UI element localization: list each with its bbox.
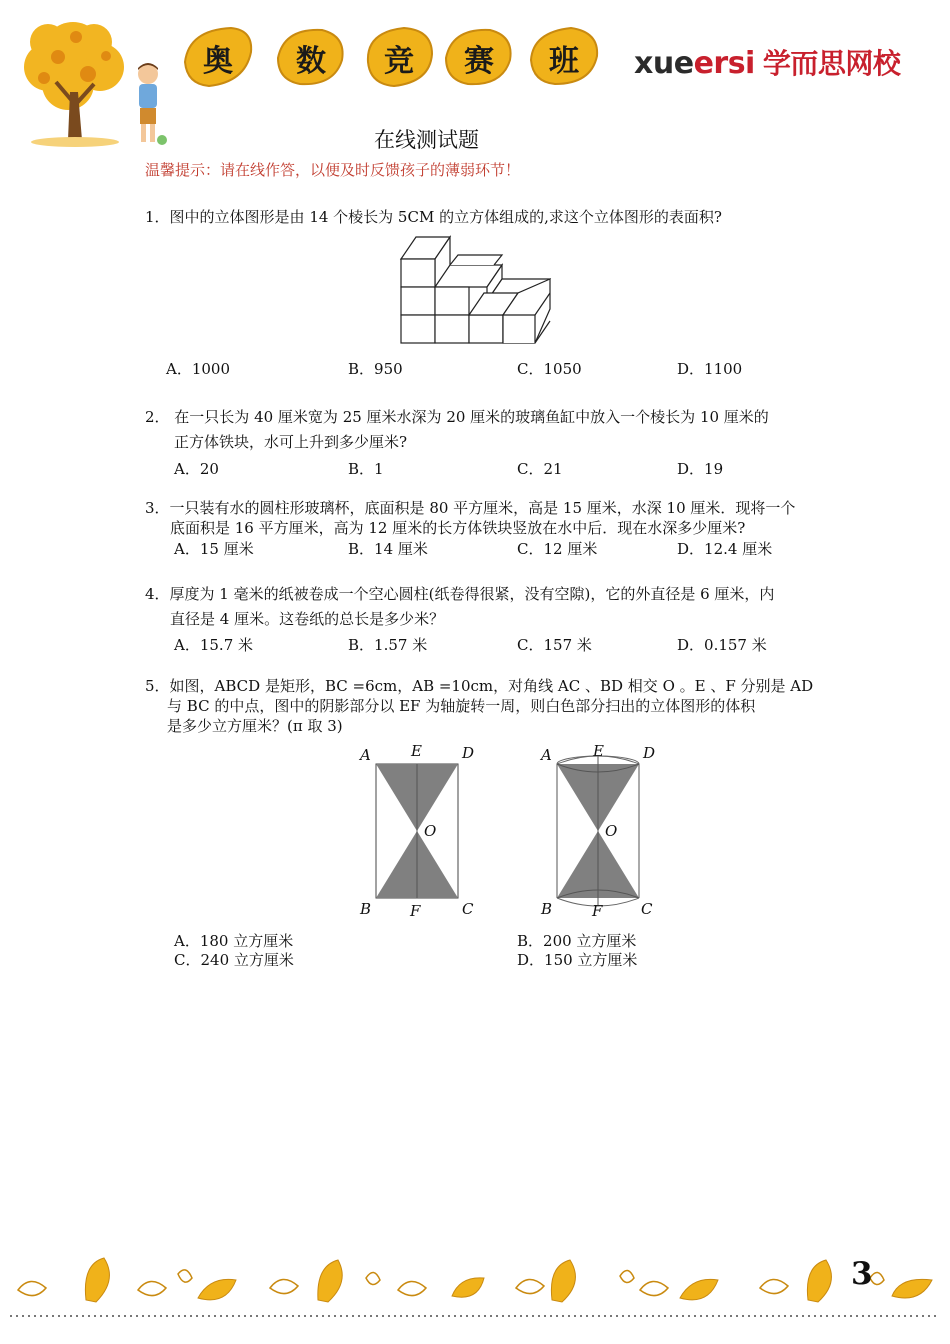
question-1-option-c[interactable]: C．1050 bbox=[517, 360, 582, 378]
question-3-line-1: 3．一只装有水的圆柱形玻璃杯，底面积是 80 平方厘米，高是 15 厘米，水深 10 厘米．现将一个 bbox=[145, 499, 796, 517]
fig2-label-o: O bbox=[605, 822, 618, 840]
title-leaf-4 bbox=[440, 22, 518, 90]
title-leaf-1 bbox=[179, 22, 257, 90]
brand-logo bbox=[634, 42, 900, 82]
autumn-tree-illustration bbox=[18, 12, 133, 152]
fig2-label-d: D bbox=[643, 744, 656, 762]
fig1-label-o: O bbox=[424, 822, 437, 840]
question-1-cubes-figure bbox=[398, 233, 554, 345]
brand-latin-xue: xue bbox=[634, 46, 694, 81]
question-1-text: 1．图中的立体图形是由 14 个棱长为 5CM 的立方体组成的,求这个立体图形的表面积? bbox=[145, 208, 722, 226]
title-char-5: 班 bbox=[549, 44, 579, 79]
question-2-option-c[interactable]: C．21 bbox=[517, 460, 563, 478]
fig1-label-a: A bbox=[360, 746, 371, 764]
question-2-option-a[interactable]: A．20 bbox=[174, 460, 219, 478]
footer-leaf-border bbox=[0, 1250, 950, 1330]
question-3-option-d[interactable]: D．12.4 厘米 bbox=[677, 540, 773, 558]
question-2-line-2: 正方体铁块，水可上升到多少厘米? bbox=[174, 433, 408, 451]
question-1-option-b[interactable]: B．950 bbox=[348, 360, 403, 378]
page-title: 在线测试题 bbox=[374, 128, 479, 152]
title-char-2: 数 bbox=[296, 44, 326, 79]
question-1-option-d[interactable]: D．1100 bbox=[677, 360, 743, 378]
question-4-option-a[interactable]: A．15.7 米 bbox=[174, 636, 253, 654]
title-leaf-3 bbox=[360, 22, 438, 90]
fig2-label-c: C bbox=[641, 900, 653, 918]
title-leaf-5 bbox=[525, 22, 603, 90]
question-2-line-1: 2． 在一只长为 40 厘米宽为 25 厘米水深为 20 厘米的玻璃鱼缸中放入一个棱长为 10 厘米的 bbox=[145, 408, 769, 426]
fig1-label-c: C bbox=[462, 900, 474, 918]
question-5-option-a[interactable]: A．180 立方厘米 bbox=[174, 932, 294, 950]
question-4-option-c[interactable]: C．157 米 bbox=[517, 636, 592, 654]
question-5-figure-cylinder bbox=[555, 754, 641, 910]
boy-illustration bbox=[128, 60, 173, 150]
tip-text: 温馨提示：请在线作答，以便及时反馈孩子的薄弱环节！ bbox=[145, 161, 521, 179]
question-2-option-d[interactable]: D．19 bbox=[677, 460, 724, 478]
title-char-1: 奥 bbox=[203, 44, 233, 79]
question-1-option-a[interactable]: A．1000 bbox=[166, 360, 231, 378]
title-char-3: 竞 bbox=[384, 44, 414, 79]
question-4-option-d[interactable]: D．0.157 米 bbox=[677, 636, 767, 654]
fig2-label-e: E bbox=[593, 742, 604, 760]
question-5-option-d[interactable]: D．150 立方厘米 bbox=[517, 951, 638, 969]
question-5-figure-rectangle bbox=[374, 762, 460, 900]
question-5-option-b[interactable]: B．200 立方厘米 bbox=[517, 932, 637, 950]
question-4-option-b[interactable]: B．1.57 米 bbox=[348, 636, 428, 654]
question-3-line-2: 底面积是 16 平方厘米，高为 12 厘米的长方体铁块竖放在水中后．现在水深多少厘米? bbox=[170, 519, 746, 537]
fig2-label-f: F bbox=[592, 902, 603, 920]
question-3-option-b[interactable]: B．14 厘米 bbox=[348, 540, 428, 558]
question-5-line-1: 5．如图，ABCD 是矩形，BC =6cm，AB =10cm，对角线 AC 、BD 相交 O 。E 、F 分别是 AD bbox=[145, 677, 814, 695]
brand-latin-ersi: ersi bbox=[693, 46, 755, 81]
question-4-line-2: 直径是 4 厘米。这卷纸的总长是多少米？ bbox=[170, 610, 445, 628]
fig2-label-b: B bbox=[541, 900, 553, 918]
title-leaf-2 bbox=[272, 22, 350, 90]
fig1-label-e: E bbox=[411, 742, 422, 760]
question-5-line-3: 是多少立方厘米？(π 取 3) bbox=[167, 717, 343, 735]
brand-chinese: 学而思网校 bbox=[762, 47, 901, 80]
fig2-label-a: A bbox=[541, 746, 552, 764]
question-2-option-b[interactable]: B．1 bbox=[348, 460, 384, 478]
page-number: 3 bbox=[851, 1256, 873, 1292]
question-3-option-a[interactable]: A．15 厘米 bbox=[174, 540, 254, 558]
fig1-label-f: F bbox=[410, 902, 421, 920]
question-5-option-c[interactable]: C．240 立方厘米 bbox=[174, 951, 294, 969]
title-char-4: 赛 bbox=[464, 44, 494, 79]
fig1-label-b: B bbox=[360, 900, 372, 918]
question-3-option-c[interactable]: C．12 厘米 bbox=[517, 540, 598, 558]
fig1-label-d: D bbox=[462, 744, 475, 762]
question-4-line-1: 4．厚度为 1 毫米的纸被卷成一个空心圆柱(纸卷得很紧，没有空隙)，它的外直径是 6 厘米，内 bbox=[145, 585, 775, 603]
question-5-line-2: 与 BC 的中点，图中的阴影部分以 EF 为轴旋转一周，则白色部分扫出的立体图形的体积 bbox=[167, 697, 756, 715]
